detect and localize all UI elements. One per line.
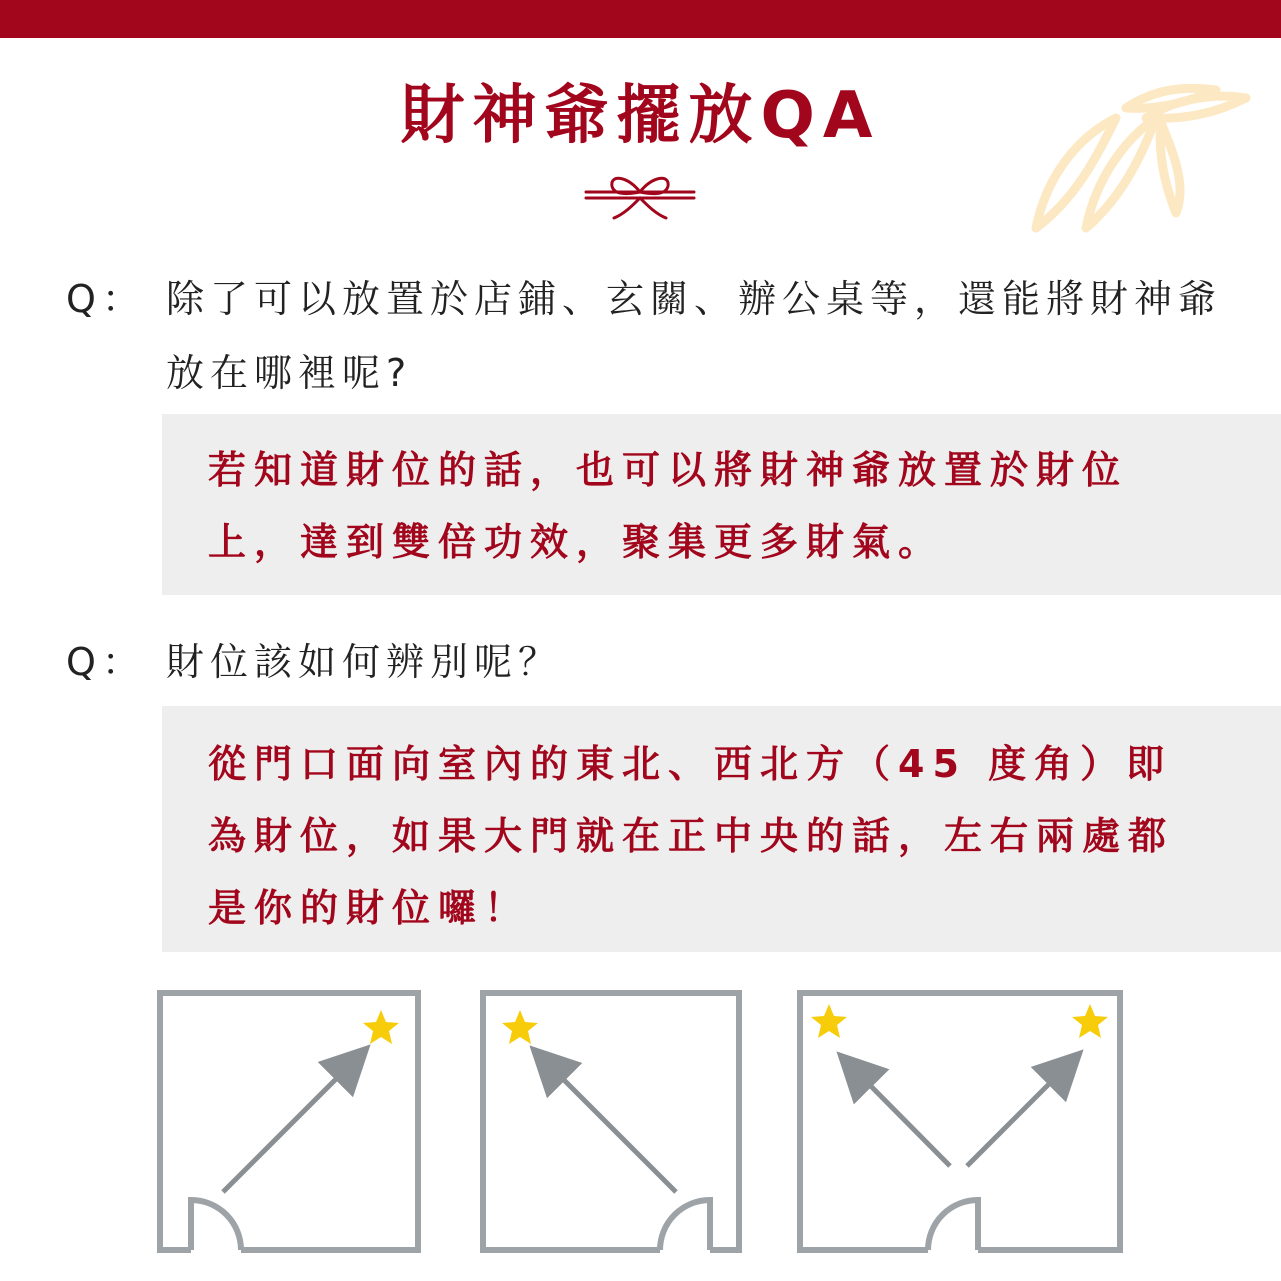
star-icon [363,1010,399,1044]
question-1 [66,262,1246,410]
room-diagram-right-door [478,988,744,1254]
top-banner [0,0,1281,38]
answer-box-2 [162,706,1281,952]
direction-arrow [540,1056,676,1192]
star-icon [1072,1004,1108,1038]
page-title: 財神爺擺放QA [400,79,881,153]
door-arc [928,1200,978,1250]
ribbon-bow-icon [584,168,696,224]
question-text: 財位該如何辨別呢？ [166,640,563,684]
answer-text: 從門口面向室內的東北、西北方（45 度角）即為財位，如果大門就在正中央的話，左右兩處都是你的財位囉！ [208,742,1175,930]
direction-arrow [223,1055,360,1192]
star-icon [502,1010,538,1044]
room-diagram-left-door [157,988,423,1254]
door-arc [191,1200,241,1250]
room-wall [800,993,1120,1250]
question-prefix: Q： [66,277,146,321]
question-2 [66,625,1246,699]
answer-box-1 [162,414,1281,595]
door-arc [660,1200,710,1250]
star-icon [811,1004,847,1038]
answer-text: 若知道財位的話，也可以將財神爺放置於財位上，達到雙倍功效，聚集更多財氣。 [208,448,1129,564]
question-text: 除了可以放置於店鋪、玄關、辦公桌等，還能將財神爺放在哪裡呢? [166,277,1223,395]
room-diagram-center-door [795,988,1125,1254]
direction-arrow [847,1062,950,1166]
decorative-leaves-icon [1026,78,1256,238]
question-prefix: Q： [66,640,146,684]
direction-arrow [967,1060,1073,1166]
